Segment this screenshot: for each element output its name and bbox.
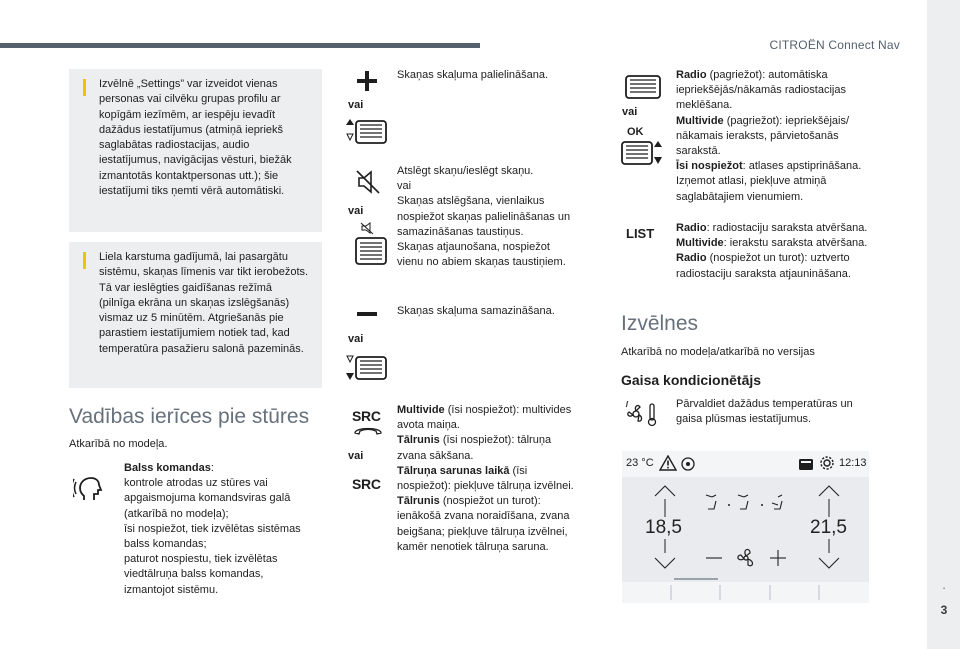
list-bold: Multivide	[676, 237, 724, 250]
mute-line: samazināšanas taustiņus.	[397, 225, 524, 238]
list-text: radiostaciju saraksta atjaunināšana.	[676, 267, 851, 280]
src-bold: Tālrunis	[397, 434, 440, 447]
mute-line: nospiežot skaņas palielināšanas un	[397, 210, 571, 223]
voice-line: īsi nospiežot, tiek izvēlētas sistēmas	[124, 522, 301, 535]
voice-line: apgaismojuma komandsviras galā	[124, 492, 291, 505]
voice-title-suffix: :	[210, 462, 214, 474]
src-text: ienākošā zvana noraidīšana, zvana	[397, 510, 570, 523]
right-temperature: 21,5	[810, 517, 847, 538]
list-bold: Radio	[676, 222, 707, 234]
radio-text: saglabātajiem vienumiem.	[676, 190, 804, 203]
volume-up-desc: Skaņas skaļuma palielināšana.	[397, 69, 549, 81]
note-heat	[69, 242, 322, 388]
ok-wheel-icon	[620, 139, 664, 167]
list-text: (nospiežot un turot): uztverto	[706, 252, 850, 265]
voice-command-icon	[73, 472, 109, 504]
note-marker	[83, 252, 86, 269]
left-temp-up-icon[interactable]	[654, 485, 676, 497]
list-label: LIST	[626, 226, 655, 241]
note-settings	[69, 69, 322, 232]
vai-label: vai	[348, 205, 364, 217]
ac-line: gaisa plūsmas iestatījumus.	[676, 413, 812, 426]
thumbwheel-icon	[622, 72, 664, 102]
screen-indicator	[674, 577, 718, 581]
voice-command-desc	[124, 461, 324, 598]
right-temp-down-icon[interactable]	[818, 557, 840, 569]
src-bold: Tālruņa sarunas laikā	[397, 464, 510, 477]
radio-text: : atlases apstiprināšana.	[742, 160, 862, 173]
list-desc	[676, 221, 881, 282]
climate-screen	[622, 451, 869, 603]
src-bold: Multivide	[397, 404, 445, 416]
ac-line: Pārvaldiet dažādus temperatūras un	[676, 398, 853, 410]
steering-heading: Vadības ierīces pie stūres	[69, 405, 310, 428]
settings-gear-icon	[819, 455, 835, 471]
left-temp-line-icon	[664, 539, 666, 553]
list-text: : radiostaciju saraksta atvēršana.	[706, 222, 868, 234]
location-icon	[680, 456, 696, 472]
ac-desc	[676, 397, 881, 427]
radio-text: (pagriežot): iepriekšējais/	[723, 114, 850, 127]
radio-bold: Īsi nospiežot	[676, 160, 743, 173]
voice-line: izmantojot sistēmu.	[124, 583, 219, 596]
radio-text: nākamais ieraksts, pārvietošanās	[676, 129, 839, 142]
fan-speed-controls[interactable]	[702, 547, 792, 569]
src-text: (īsi nospiežot): multivides	[444, 404, 572, 416]
voice-line: kontrole atrodas uz stūres vai	[124, 477, 268, 490]
left-temperature: 18,5	[645, 517, 682, 538]
right-temp-line-icon	[828, 499, 830, 517]
note-text: Izvēlnē „Settings” var izveidot vienas personas vai cilvēku grupas profilu ar kopīgām iezīmēm, ar iespēju ievadīt dažādus iestatījumus (atmiņā iepriekš saglabātas radiostacijas, audio iestatījumus, navigācijas vēsturi, biežāk izmantotās kontaktpersonas utt.); šie iestatījumi tiks ņemti vērā automātiski.	[99, 78, 292, 198]
src-desc	[397, 403, 612, 555]
side-tab	[927, 0, 960, 649]
src-text: kamēr nenotiek tālruņa saruna.	[397, 540, 549, 553]
radio-bold: Multivide	[676, 114, 724, 127]
thumbwheel-up-icon	[346, 117, 388, 147]
radio-text: Izņemot atlasi, piekļuve atmiņā	[676, 175, 827, 188]
menus-heading: Izvēlnes	[621, 312, 699, 335]
right-temp-line-icon	[828, 539, 830, 553]
radio-text: iepriekšējās/nākamās radiostacijas	[676, 84, 846, 97]
src-text: nospiežot): piekļuve tālruņa izvēlnei.	[397, 480, 574, 493]
vai-label: vai	[622, 106, 638, 118]
mute-wheel-icon	[352, 222, 388, 268]
mute-desc	[397, 164, 607, 270]
status-icons	[798, 456, 816, 472]
vai-label: vai	[348, 450, 364, 462]
left-temp-line-icon	[664, 499, 666, 517]
voice-line: balss komandas;	[124, 538, 207, 551]
src-text: zvana sākšana.	[397, 449, 474, 462]
volume-down-desc: Skaņas skaļuma samazināšana.	[397, 305, 555, 317]
src-label-2: SRC	[352, 476, 381, 492]
vai-label: vai	[348, 99, 364, 111]
note-text: Liela karstuma gadījumā, lai pasargātu sistēmu, skaņas līmenis var tikt ierobežots. Tā var ieslēgties gaidīšanas režīmā (pilnīga ekrāna un skaņas izslēgšanās) vismaz uz 5 minūtēm. Atgriešanās pie parastiem iestatījumiem notiek tad, kad temperatūra pasažieru salonā pazeminās.	[99, 251, 309, 355]
vai-label: vai	[348, 333, 364, 345]
left-temp-down-icon[interactable]	[654, 557, 676, 569]
outside-temperature: 23 °C	[626, 457, 654, 469]
list-bold: Radio	[676, 252, 707, 265]
right-temp-up-icon[interactable]	[818, 485, 840, 497]
tab-dividers	[622, 585, 869, 600]
mute-line: vai	[397, 180, 412, 193]
note-marker	[83, 79, 86, 96]
air-conditioning-icon	[624, 401, 658, 427]
clock: 12:13	[839, 457, 867, 469]
src-text: (īsi	[509, 464, 528, 477]
mute-line: vienu no abiem skaņas taustiņiem.	[397, 256, 566, 269]
minus-icon	[354, 310, 380, 318]
page-marker: .	[942, 578, 946, 592]
header-rule	[0, 43, 480, 48]
src-text: (nospiežot un turot):	[439, 495, 541, 508]
src-text: (īsi nospiežot): tālruņa	[439, 434, 552, 447]
radio-text: (pagriežot): automātiska	[706, 69, 828, 81]
voice-line: (atkarībā no modeļa);	[124, 507, 229, 520]
voice-title: Balss komandas	[124, 462, 211, 474]
menus-subtitle: Atkarībā no modeļa/atkarībā no versijas	[621, 346, 815, 358]
voice-line: paturot nospiestu, tiek izvēlētas	[124, 553, 278, 566]
radio-text: sarakstā.	[676, 145, 721, 158]
ac-heading: Gaisa kondicionētājs	[621, 372, 762, 388]
mute-line: Skaņas atslēgšana, vienlaikus	[397, 195, 545, 208]
mute-icon	[355, 169, 381, 195]
ok-label: OK	[627, 126, 644, 138]
mute-line: Atslēgt skaņu/ieslēgt skaņu.	[397, 165, 534, 177]
screen-tab-bar[interactable]	[622, 582, 869, 603]
warning-icon	[659, 455, 677, 471]
page-number: 3	[940, 603, 948, 617]
src-text: beigšana; piekļuve tālruņa izvēlnei,	[397, 525, 568, 538]
radio-text: meklēšana.	[676, 99, 733, 112]
thumbwheel-down-icon	[346, 353, 388, 383]
air-distribution-icons[interactable]	[702, 491, 796, 515]
list-text: : ierakstu saraksta atvēršana.	[723, 237, 868, 250]
src-bold: Tālrunis	[397, 495, 440, 508]
plus-icon	[354, 70, 380, 92]
voice-line: viedtālruņa balss komandas,	[124, 568, 264, 581]
radio-bold: Radio	[676, 69, 707, 81]
mute-line: Skaņas atjaunošana, nospiežot	[397, 241, 550, 254]
radio-desc	[676, 68, 881, 205]
phone-icon	[353, 424, 383, 436]
steering-subtitle: Atkarībā no modeļa.	[69, 438, 168, 450]
brand-name: CITROËN Connect Nav	[769, 38, 900, 52]
src-text: avota maiņa.	[397, 419, 460, 432]
src-label: SRC	[352, 408, 381, 424]
